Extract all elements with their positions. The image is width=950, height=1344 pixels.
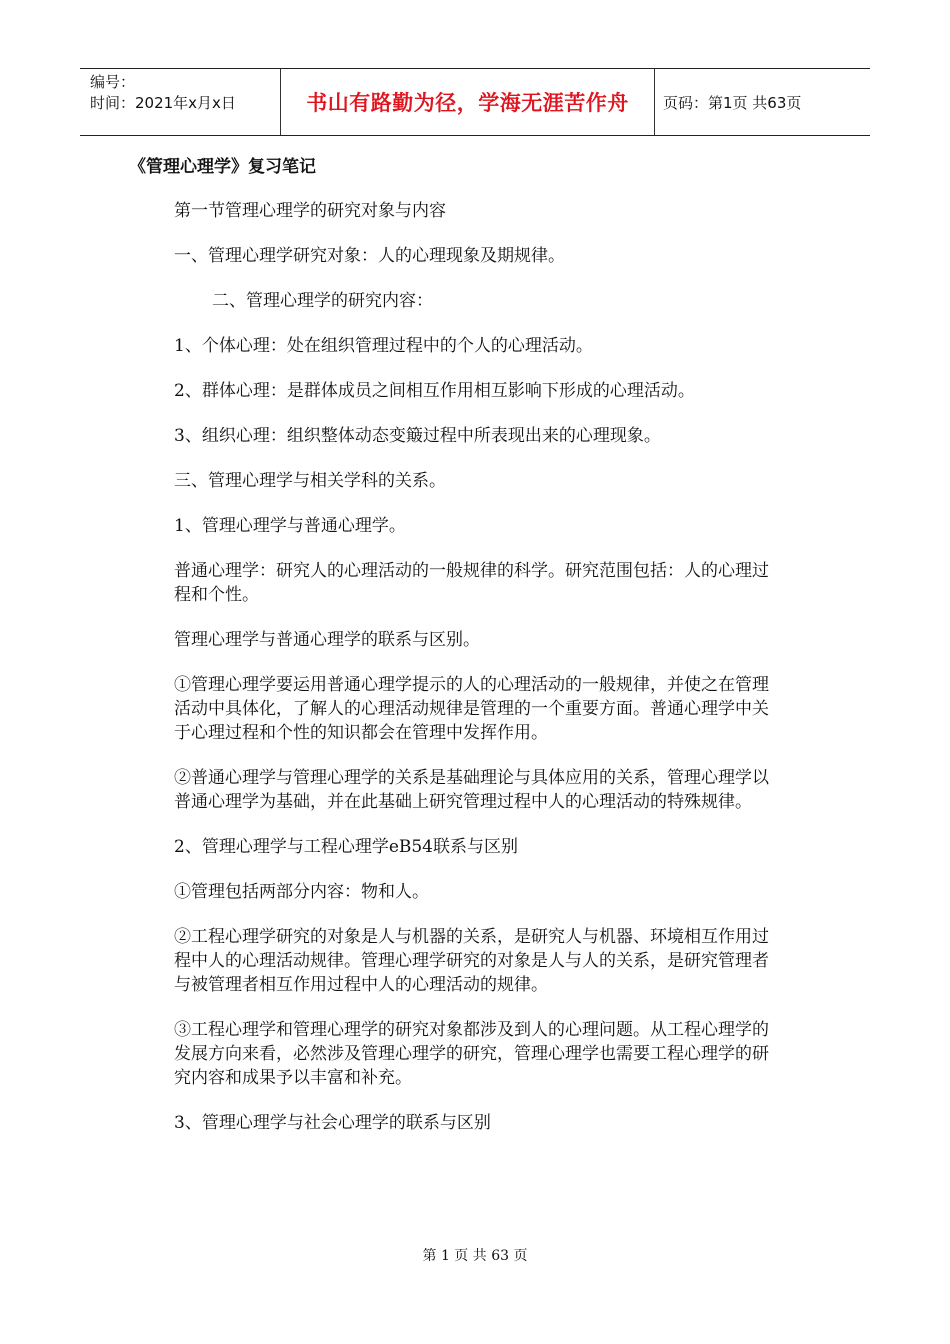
header-meta [80, 69, 281, 135]
document-title: 《管理心理学》复习笔记 [129, 157, 316, 177]
page-footer: 第 1 页 共 63 页 [422, 1248, 528, 1264]
paragraph: ①管理包括两部分内容：物和人。 [174, 882, 429, 902]
paragraph: 一、管理心理学研究对象：人的心理现象及期规律。 [174, 246, 565, 266]
paragraph: 1、管理心理学与普通心理学。 [174, 516, 406, 536]
paragraph: 二、管理心理学的研究内容： [212, 291, 433, 311]
paragraph: ③工程心理学和管理心理学的研究对象都涉及到人的心理问题。从工程心理学的发展方向来看，必然涉及管理心理学的研究，管理心理学也需要工程心理学的研究内容和成果予以丰富和补充。 [174, 1020, 769, 1088]
paragraph: ①管理心理学要运用普通心理学提示的人的心理活动的一般规律，并使之在管理活动中具体化，了解人的心理活动规律是管理的一个重要方面。普通心理学中关于心理过程和个性的知识都会在管理中发挥作用。 [174, 675, 769, 743]
paragraph: 三、管理心理学与相关学科的关系。 [174, 471, 446, 491]
paragraph: 2、管理心理学与工程心理学eB54联系与区别 [174, 837, 519, 857]
paragraph: 2、群体心理：是群体成员之间相互作用相互影响下形成的心理活动。 [174, 381, 695, 401]
header-page-info: 页码：第1页 共63页 [663, 93, 802, 112]
paragraph: 3、管理心理学与社会心理学的联系与区别 [174, 1113, 491, 1133]
document-number-label: 编号： [90, 73, 136, 91]
page-header [80, 68, 870, 136]
paragraph: 普通心理学：研究人的心理活动的一般规律的科学。研究范围包括：人的心理过程和个性。 [174, 561, 769, 605]
header-motto: 书山有路勤为径，学海无涯苦作舟 [281, 69, 655, 135]
paragraph: 1、个体心理：处在组织管理过程中的个人的心理活动。 [174, 336, 593, 356]
document-body [129, 155, 780, 1156]
section-heading: 第一节管理心理学的研究对象与内容 [174, 201, 446, 221]
paragraph: ②普通心理学与管理心理学的关系是基础理论与具体应用的关系，管理心理学以普通心理学为基础，并在此基础上研究管理过程中人的心理活动的特殊规律。 [174, 768, 769, 812]
document-date: 时间：2021年x月x日 [90, 94, 236, 112]
paragraph: ②工程心理学研究的对象是人与机器的关系，是研究人与机器、环境相互作用过程中人的心理活动规律。管理心理学研究的对象是人与人的关系，是研究管理者与被管理者相互作用过程中人的心理活动的规律。 [174, 927, 769, 995]
paragraph: 管理心理学与普通心理学的联系与区别。 [174, 630, 480, 650]
paragraph: 3、组织心理：组织整体动态变簸过程中所表现出来的心理现象。 [174, 426, 661, 446]
